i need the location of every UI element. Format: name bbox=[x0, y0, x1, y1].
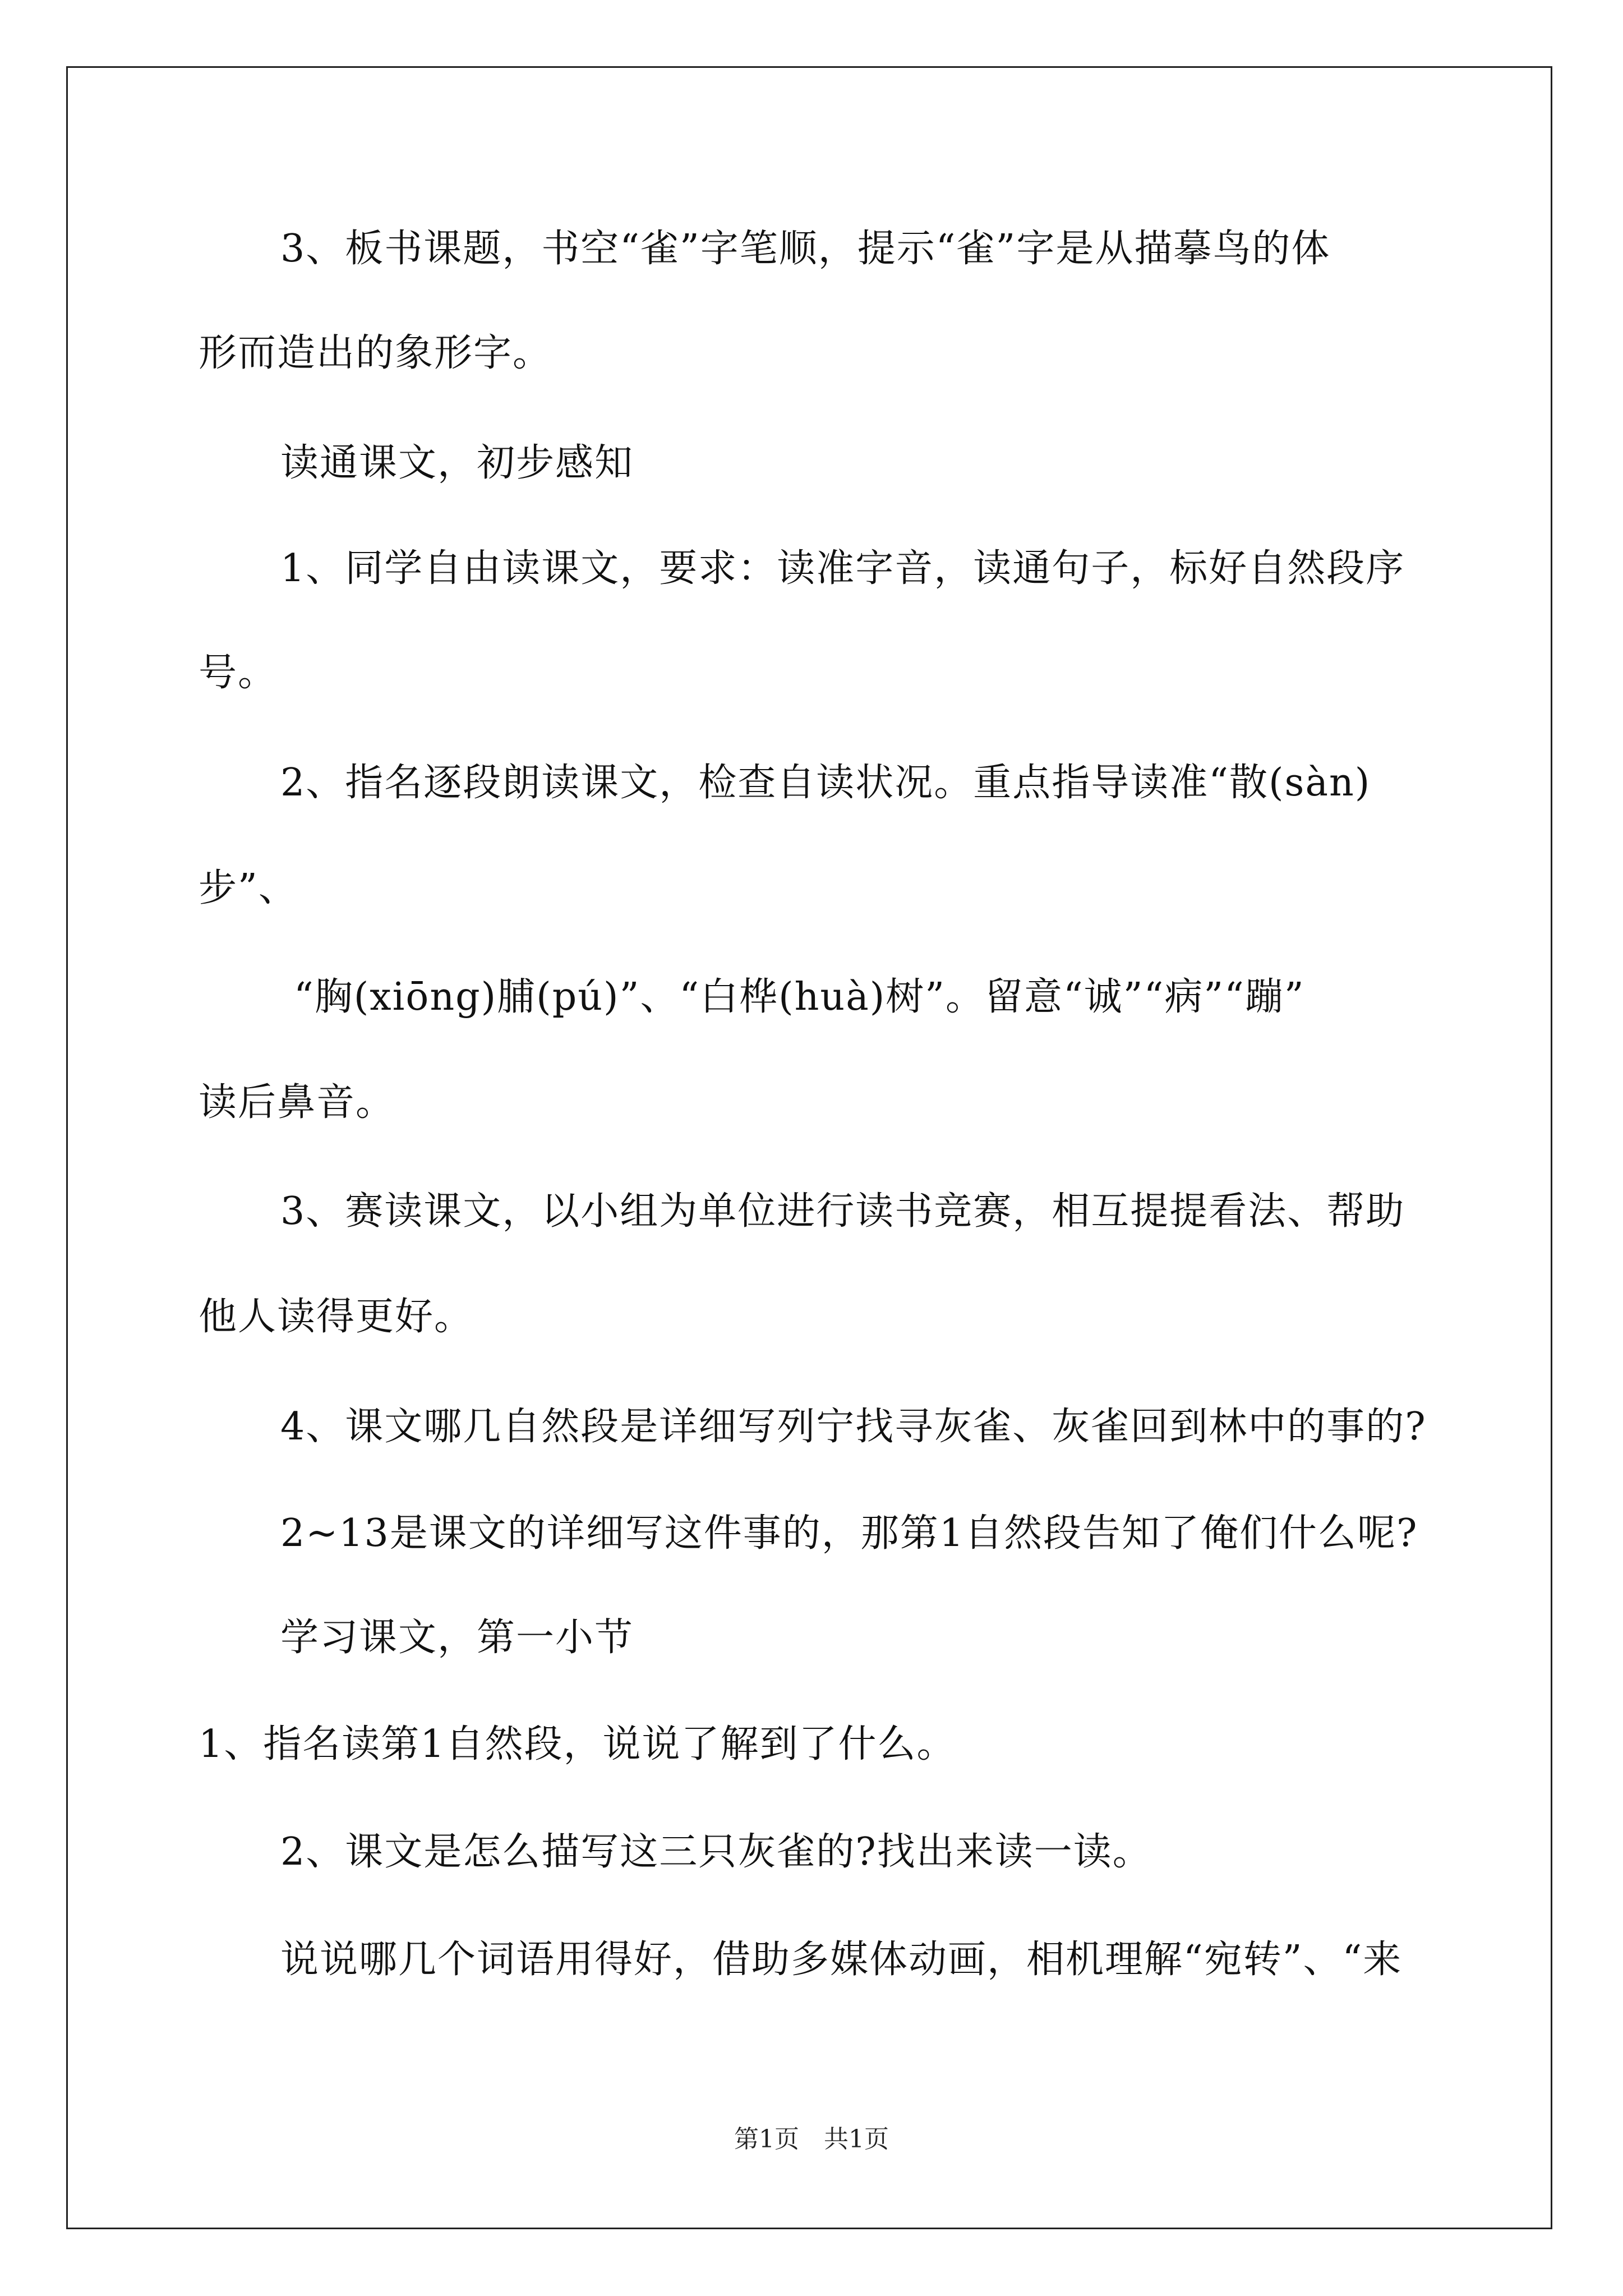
page-footer: 第1页 共1页 bbox=[734, 2125, 889, 2154]
text-line: 3、板书课题，书空“雀”字笔顺，提示“雀”字是从描摹鸟的体 bbox=[280, 227, 1331, 271]
text-line: 步”、 bbox=[199, 866, 298, 910]
text-line: 形而造出的象形字。 bbox=[199, 331, 552, 375]
text-line: “胸(xiōng)脯(pú)”、“白桦(huà)树”。留意“诚”“病”“蹦” bbox=[294, 975, 1305, 1019]
text-line: 2、指名逐段朗读课文，检查自读状况。重点指导读准“散(sàn) bbox=[280, 761, 1371, 805]
text-line: 1、指名读第1自然段，说说了解到了什么。 bbox=[199, 1722, 956, 1766]
text-line: 2、课文是怎么描写这三只灰雀的?找出来读一读。 bbox=[280, 1830, 1152, 1874]
text-line: 2~13是课文的详细写这件事的，那第1自然段告知了俺们什么呢? bbox=[280, 1511, 1418, 1556]
text-line: 3、赛读课文，以小组为单位进行读书竞赛，相互提提看法、帮助 bbox=[280, 1189, 1405, 1234]
section-heading: 学习课文，第一小节 bbox=[280, 1616, 634, 1660]
section-heading: 读通课文，初步感知 bbox=[280, 441, 634, 485]
text-line: 号。 bbox=[199, 651, 278, 695]
text-line: 4、课文哪几自然段是详细写列宁找寻灰雀、灰雀回到林中的事的? bbox=[280, 1405, 1427, 1449]
page-border bbox=[66, 66, 1552, 2229]
text-line: 他人读得更好。 bbox=[199, 1295, 474, 1339]
text-line: 说说哪几个词语用得好，借助多媒体动画，相机理解“宛转”、“来 bbox=[280, 1938, 1403, 1982]
text-line: 1、同学自由读课文，要求：读准字音，读通句子，标好自然段序 bbox=[280, 546, 1405, 591]
text-line: 读后鼻音。 bbox=[199, 1080, 395, 1125]
